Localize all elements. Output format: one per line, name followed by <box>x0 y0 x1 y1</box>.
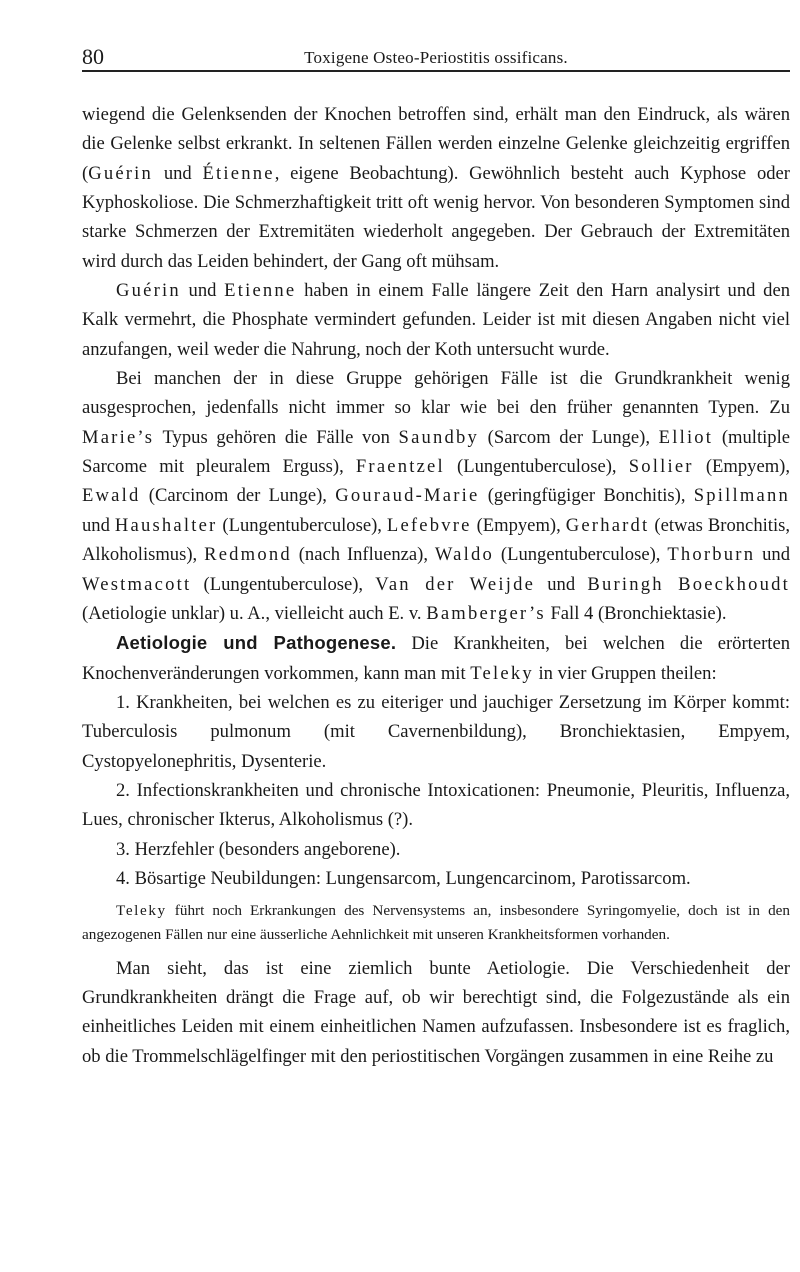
paragraph-6: Man sieht, das ist eine ziemlich bunte Aetiologie. Die Verschiedenheit der Grundkrankheiten drängt die Frage auf, ob wir berechtigt sind, die Folgezustände als ein einheitliches Leiden mit einem einheitlichen Namen aufzufassen. Insbesondere ist es fraglich, ob die Trommelschlägelfinger mit den periostitischen Vorgängen zusammen in eine Reihe zu <box>82 957 790 1067</box>
author-name: Guérin <box>88 162 154 184</box>
author-name: Ewald <box>82 485 141 507</box>
author-name: Waldo <box>434 544 494 566</box>
author-name: Lefebvre <box>386 514 472 536</box>
author-name: Gouraud-Marie <box>335 485 480 507</box>
author-name: Fraentzel <box>355 456 445 478</box>
author-name: Haushalter <box>114 514 218 536</box>
author-name: Guérin <box>116 280 181 302</box>
list-item: 1. Krankheiten, bei welchen es zu eiteriger und jauchiger Zersetzung im Körper kommt: Tuberculosis pulmonum (mit Cavernenbildung), Bronchiektasien, Empyem, Cystopyelonephritis, Dysenterie. <box>82 691 790 772</box>
paragraph-2: Guérin und Etienne haben in einem Falle längere Zeit den Harn analysirt und den Kalk vermehrt, die Phosphate vermindert gefunden. Leider ist mit diesen Angaben nicht viel anzufangen, weil weder die Nahrung, noch der Koth untersucht wurde. <box>82 280 790 360</box>
section-heading: Aetiologie und Pathogenese. <box>116 632 397 654</box>
author-name: Van der Weijde <box>375 573 536 595</box>
author-name: Sollier <box>628 456 694 478</box>
paragraph-1: wiegend die Gelenksenden der Knochen betroffen sind, erhält man den Eindruck, als wären die Gelenke selbst erkrankt. In seltenen Fällen werden einzelne Gelenke gleichzeitig ergriffen (Guérin und Étienne, eigene Beobachtung). Gewöhnlich besteht auch Kyphose oder Kyphoskoliose. Die Schmerzhaftigkeit tritt oft wenig hervor. Von besonderen Symptomen sind starke Schmerzen der Extremitäten wiederholt angegeben. Der Gebrauch der Extremitäten wird durch das Leiden behindert, der Gang oft mühsam. <box>82 104 790 272</box>
author-name: Buringh Boeckhoudt <box>587 573 790 595</box>
author-name: Étienne <box>202 162 275 184</box>
body-text <box>82 100 790 1071</box>
list-item: 2. Infectionskrankheiten und chronische Intoxicationen: Pneumonie, Pleuritis, Influenza, Lues, chronischer Ikterus, Alkoholismus (?). <box>82 779 790 831</box>
author-name: Thorburn <box>667 544 756 566</box>
author-name: Bamberger’s <box>426 602 546 624</box>
author-name: Redmond <box>204 544 292 566</box>
author-name: Elliot <box>658 426 714 448</box>
author-name: Teleky <box>470 662 534 684</box>
small-print-note: Teleky führt noch Erkrankungen des Nervensystems an, insbesondere Syringomyelie, doch ist in den angezogenen Fällen nur eine äusserliche Aehnlichkeit mit unseren Krankheitsformen vorhanden. <box>82 902 790 944</box>
paragraph-4: Aetiologie und Pathogenese. Die Krankheiten, bei welchen die erörterten Knochenveränderungen vorkommen, kann man mit Teleky in vier Gruppen theilen: <box>82 632 790 684</box>
author-name: Gerhardt <box>565 514 650 536</box>
paragraph-3: Bei manchen der in diese Gruppe gehörigen Fälle ist die Grundkrankheit wenig ausgesprochen, jedenfalls nicht immer so klar wie bei den früher genannten Typen. Zu Marie’s Typus gehören die Fälle von Saundby (Sarcom der Lunge), Elliot (multiple Sarcome mit pleuralem Erguss), Fraentzel (Lungentuberculose), Sollier (Empyem), Ewald (Carcinom der Lunge), Gouraud-Marie (geringfügiger Bonchitis), Spillmann und Haushalter (Lungentuberculose), Lefebvre (Empyem), Gerhardt (etwas Bronchitis, Alkoholismus), Redmond (nach Influenza), Waldo (Lungentuberculose), Thorburn und Westmacott (Lungentuberculose), Van der Weijde und Buringh Boeckhoudt (Aetiologie unklar) u. A., vielleicht auch E. v. Bamberger’s Fall 4 (Bronchiektasie). <box>82 368 790 624</box>
author-name: Etienne <box>224 280 297 302</box>
list-item: 4. Bösartige Neubildungen: Lungensarcom, Lungencarcinom, Parotissarcom. <box>116 867 691 889</box>
page <box>82 0 790 1071</box>
author-name: Marie’s <box>82 426 155 448</box>
page-number: 80 <box>82 44 104 69</box>
running-title: Toxigene Osteo-Periostitis ossificans. <box>304 48 568 67</box>
author-name: Teleky <box>116 902 167 920</box>
author-name: Spillmann <box>693 485 790 507</box>
list-item: 3. Herzfehler (besonders angeborene). <box>116 838 401 860</box>
running-header <box>82 0 790 72</box>
author-name: Saundby <box>398 426 480 448</box>
author-name: Westmacott <box>82 573 192 595</box>
